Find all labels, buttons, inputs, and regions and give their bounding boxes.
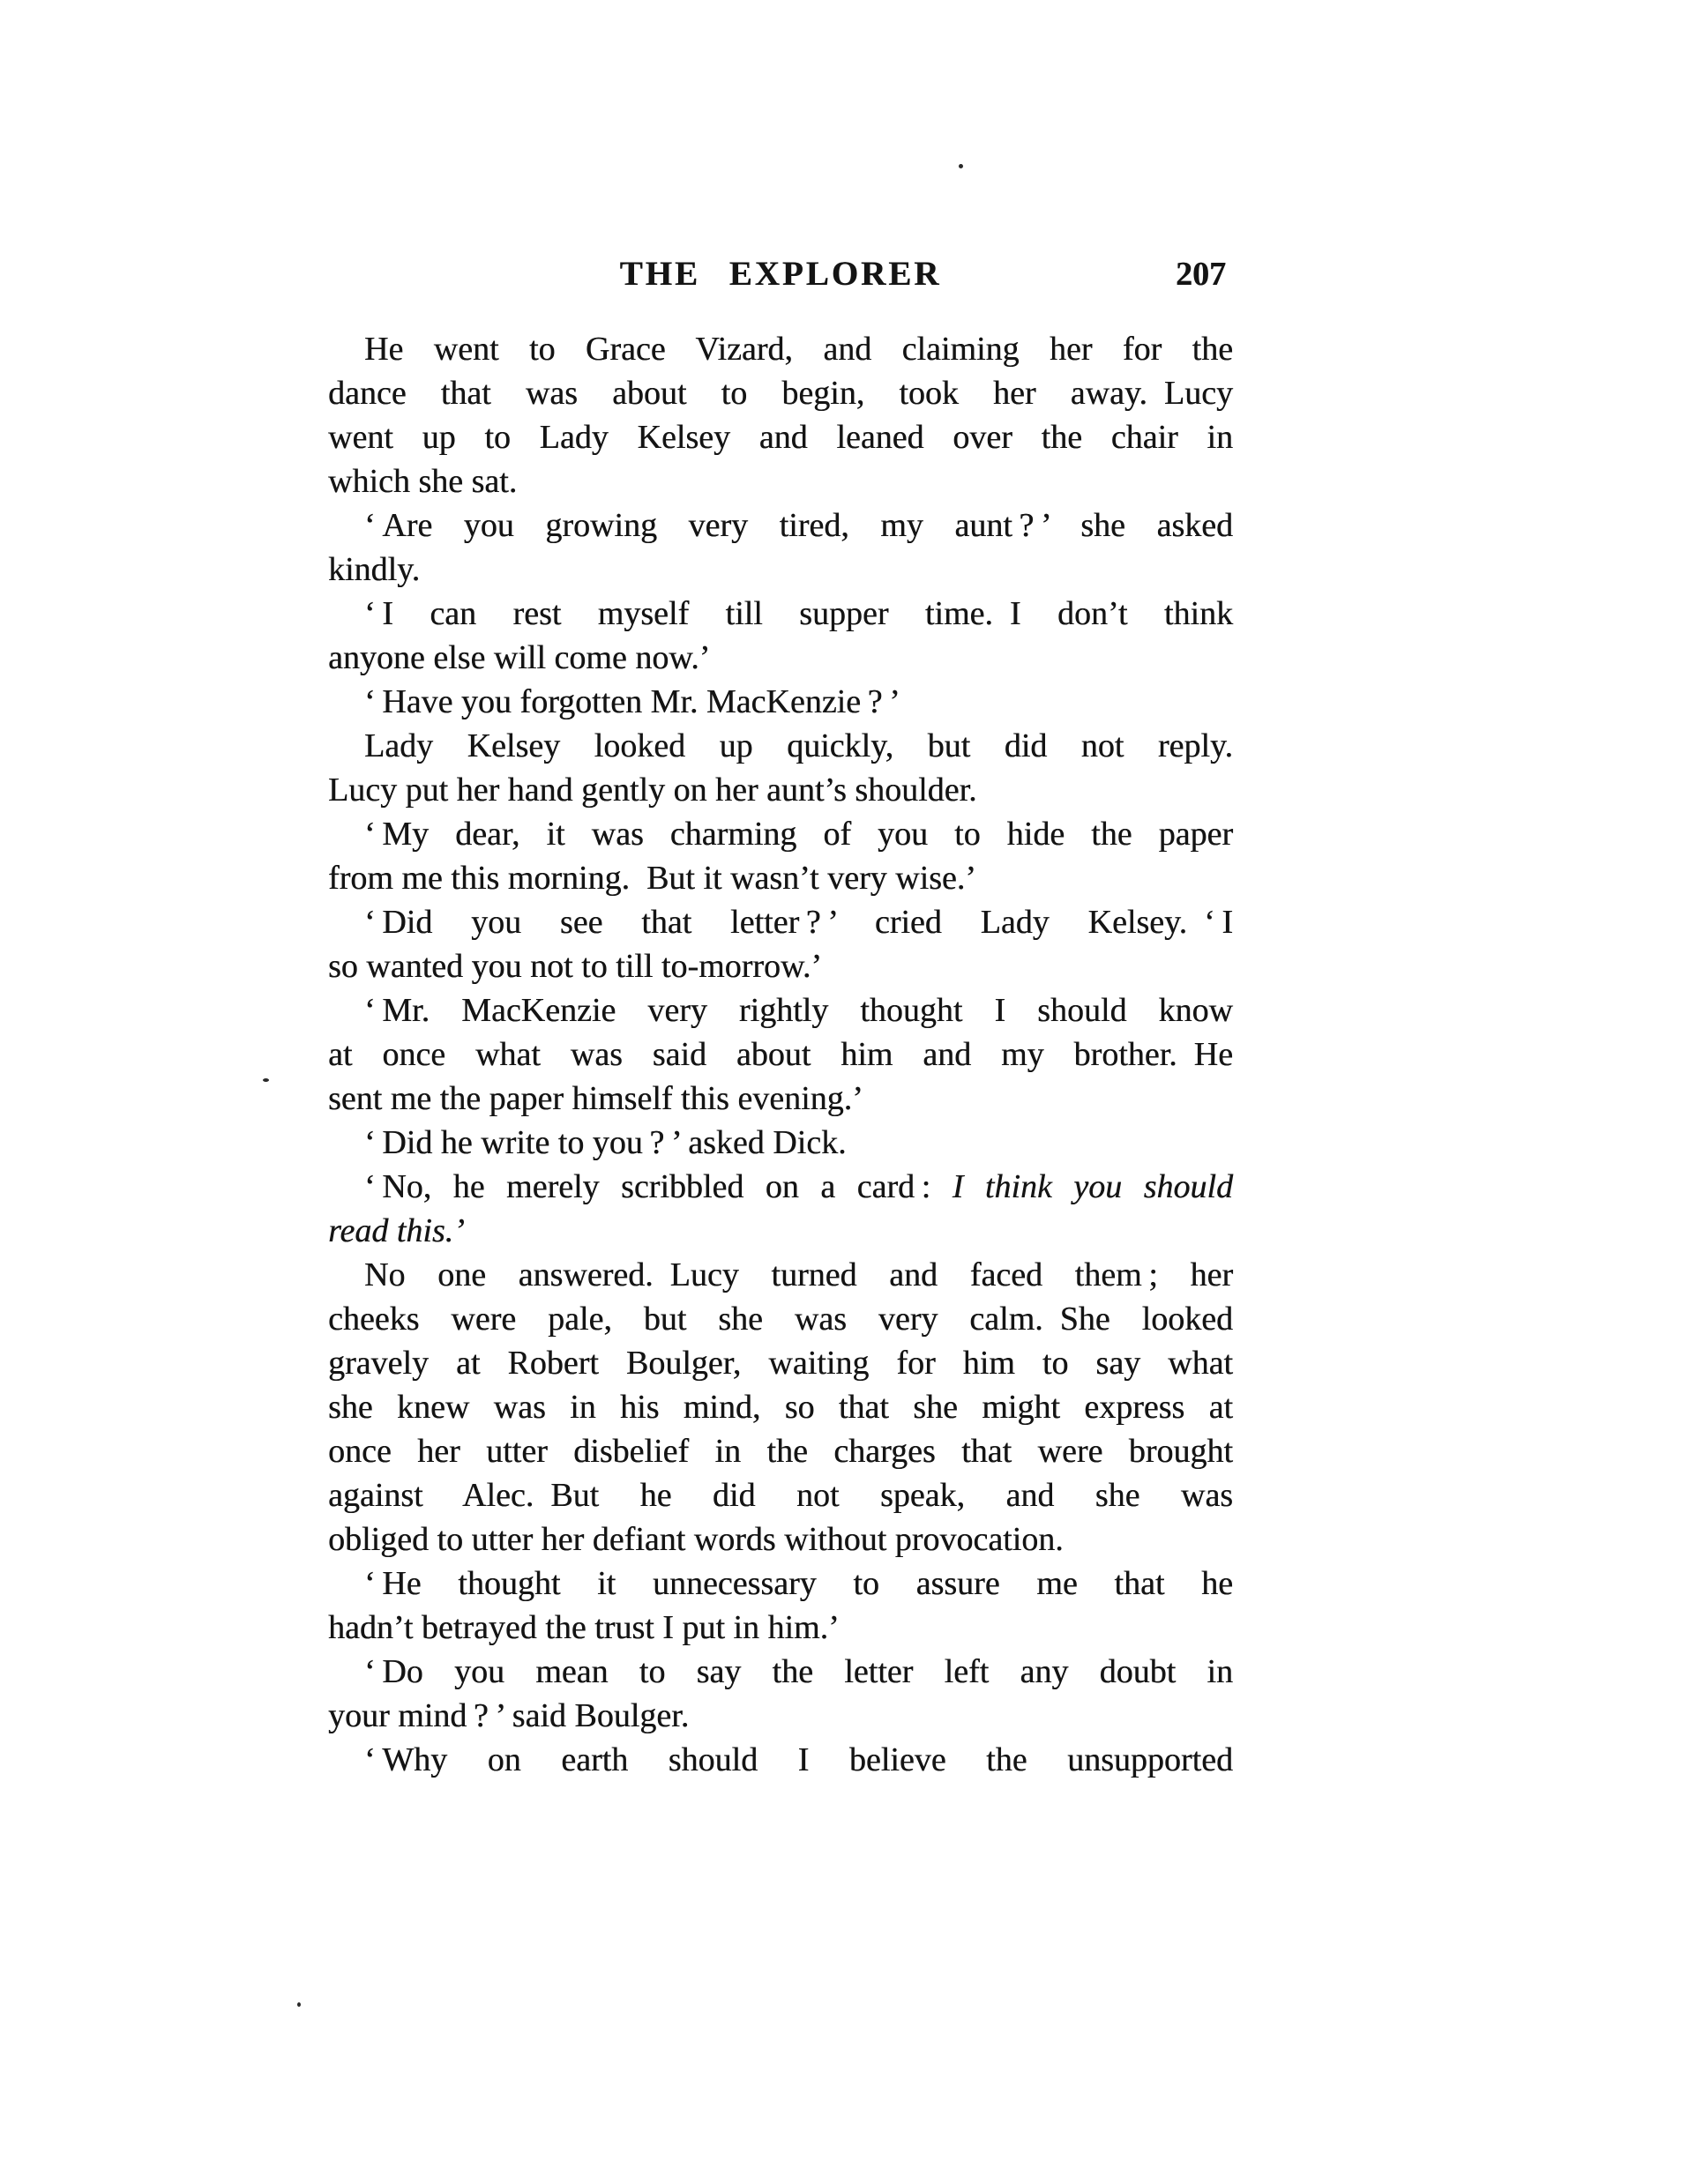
text-run: against Alec. But he did not speak, and she was [328, 1477, 1233, 1514]
text-line [328, 548, 1233, 592]
text-run: which she sat. [328, 463, 518, 500]
text-run: ‘ He thought it unnecessary to assure me that he [364, 1565, 1233, 1602]
text-run: ‘ No, he merely scribbled on a card : [364, 1168, 953, 1205]
text-run: your mind ? ’ said Boulger. [328, 1697, 690, 1734]
text-line [328, 1253, 1233, 1297]
text-line [328, 1429, 1233, 1473]
text-run: ‘ Mr. MacKenzie very rightly thought I should know [364, 992, 1233, 1029]
text-run: sent me the paper himself this evening.’ [328, 1080, 863, 1117]
text-run: ‘ Have you forgotten Mr. MacKenzie ? ’ [364, 683, 900, 720]
text-line [328, 856, 1233, 900]
text-run: ‘ Did you see that letter ? ’ cried Lady Kelsey. ‘ I [364, 904, 1233, 941]
page-number: 207 [1176, 256, 1226, 293]
text-line [328, 724, 1233, 768]
text-run: at once what was said about him and my brother. He [328, 1036, 1233, 1073]
text-run: dance that was about to begin, took her away. Lucy [328, 375, 1233, 412]
text-run: ‘ Why on earth should I believe the unsupported [364, 1741, 1233, 1778]
text-line [328, 371, 1233, 415]
scan-speck [297, 2002, 301, 2007]
text-run: ‘ Do you mean to say the letter left any doubt in [364, 1653, 1233, 1690]
body-text [328, 327, 1233, 1782]
running-title: THE EXPLORER [619, 255, 942, 293]
text-line [328, 1473, 1233, 1517]
text-run: kindly. [328, 551, 421, 588]
text-run: she knew was in his mind, so that she might express at [328, 1389, 1233, 1426]
text-line [328, 1165, 1233, 1209]
scan-speck [959, 164, 963, 168]
text-line [328, 1385, 1233, 1429]
text-line [328, 1121, 1233, 1165]
text-run: ‘ Did he write to you ? ’ asked Dick. [364, 1124, 847, 1161]
text-line [328, 900, 1233, 944]
text-line [328, 1694, 1233, 1738]
text-line [328, 988, 1233, 1032]
text-run: ‘ Are you growing very tired, my aunt ? ’ she asked [364, 507, 1233, 544]
text-run: gravely at Robert Boulger, waiting for him to say what [328, 1345, 1233, 1382]
text-line [328, 1517, 1233, 1562]
text-run: went up to Lady Kelsey and leaned over the chair in [328, 419, 1233, 456]
text-run: He went to Grace Vizard, and claiming her for the [364, 331, 1233, 368]
text-line [328, 327, 1233, 371]
scan-speck [263, 1078, 269, 1082]
text-line [328, 1341, 1233, 1385]
text-run: obliged to utter her defiant words without provocation. [328, 1521, 1064, 1558]
text-line [328, 1650, 1233, 1694]
page-header [328, 254, 1233, 298]
text-run: cheeks were pale, but she was very calm. She looked [328, 1301, 1233, 1338]
text-run: hadn’t betrayed the trust I put in him.’ [328, 1609, 840, 1646]
text-line [328, 503, 1233, 548]
text-line [328, 812, 1233, 856]
text-line [328, 1606, 1233, 1650]
text-run: Lucy put her hand gently on her aunt’s shoulder. [328, 771, 977, 809]
text-run: Lady Kelsey looked up quickly, but did not reply. [364, 727, 1233, 764]
text-line [328, 944, 1233, 988]
text-line [328, 1032, 1233, 1077]
text-line [328, 1077, 1233, 1121]
text-run: from me this morning. But it wasn’t very wise.’ [328, 860, 976, 897]
text-line [328, 636, 1233, 680]
text-line [328, 680, 1233, 724]
text-line [328, 415, 1233, 459]
italic-text-run: I think you should [952, 1168, 1233, 1205]
text-run: ‘ I can rest myself till supper time. I don’t think [364, 595, 1233, 632]
text-line [328, 1738, 1233, 1782]
italic-text-run: read this.’ [328, 1212, 465, 1249]
text-run: once her utter disbelief in the charges that were brought [328, 1433, 1233, 1470]
text-line [328, 1209, 1233, 1253]
text-run: so wanted you not to till to-morrow.’ [328, 948, 823, 985]
text-run: ‘ My dear, it was charming of you to hide the paper [364, 816, 1233, 853]
text-line [328, 1297, 1233, 1341]
text-line [328, 592, 1233, 636]
text-run: No one answered. Lucy turned and faced them ; her [364, 1256, 1233, 1293]
text-line [328, 459, 1233, 503]
text-run: anyone else will come now.’ [328, 639, 711, 676]
text-line [328, 768, 1233, 812]
text-line [328, 1562, 1233, 1606]
